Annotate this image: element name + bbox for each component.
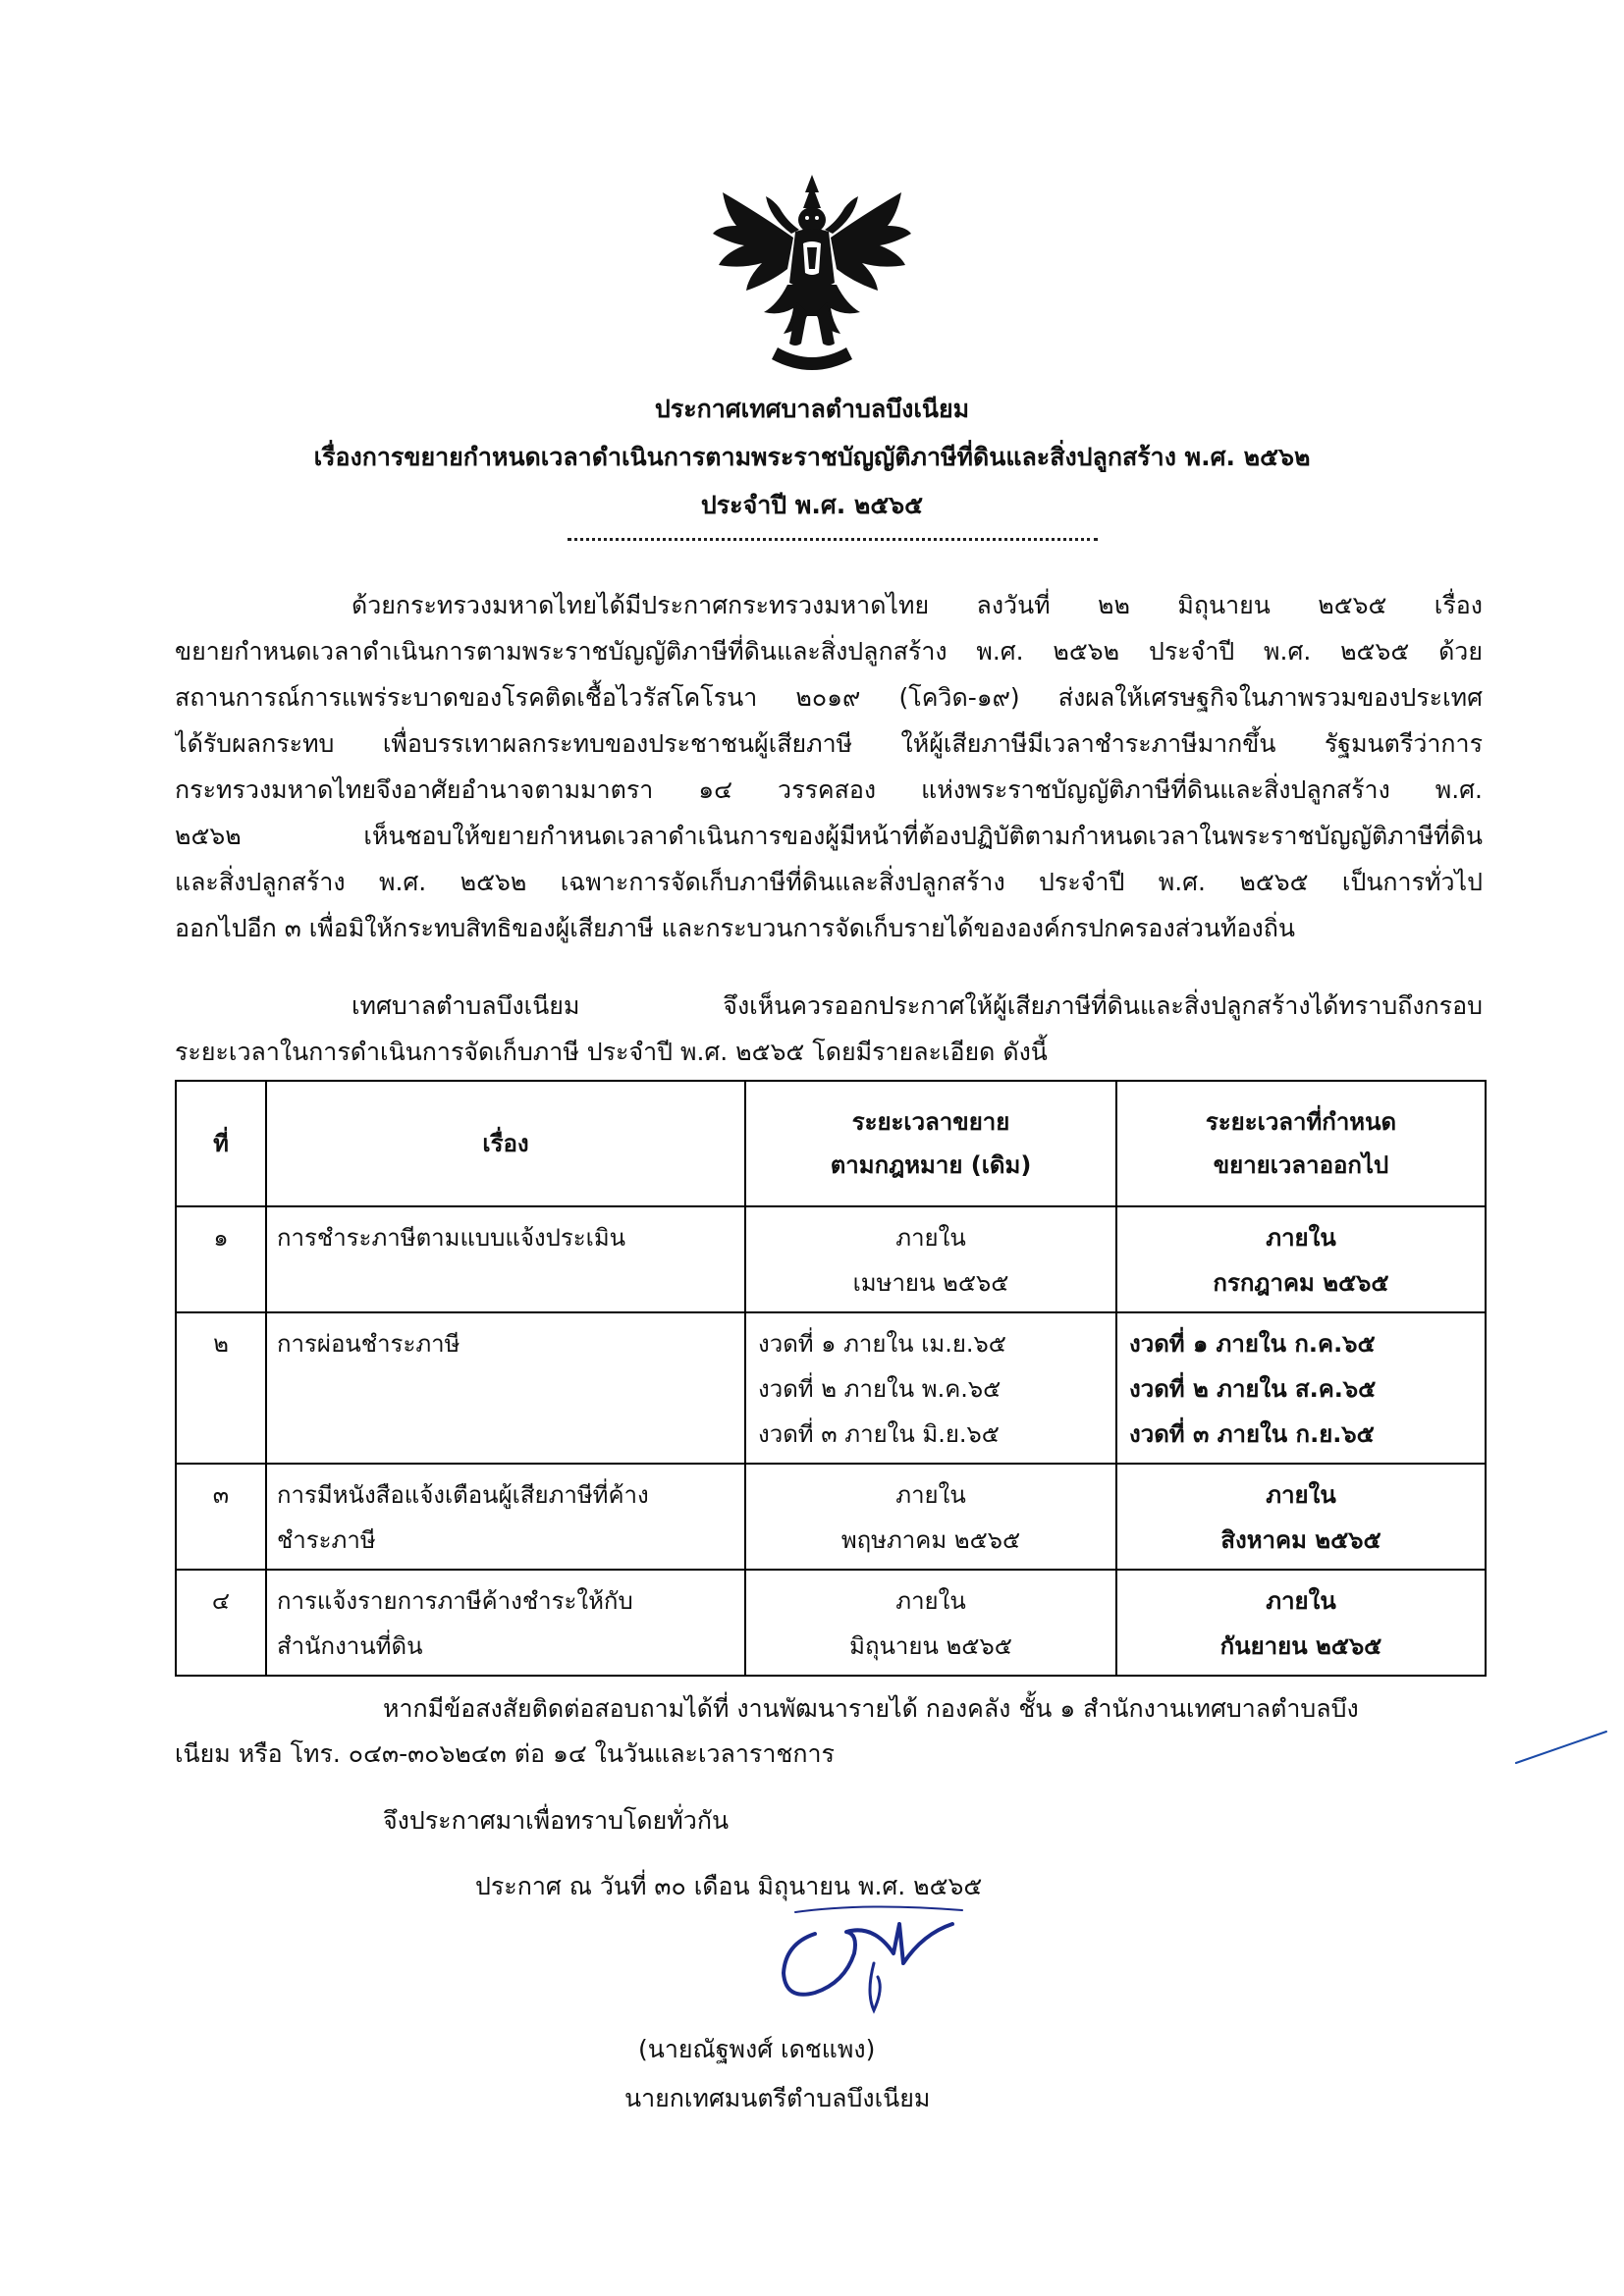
paragraph-line: ได้รับผลกระทบ เพื่อบรรเทาผลกระทบของประชาชนผู้เสียภาษี ให้ผู้เสียภาษีมีเวลาชำระภาษีมากขึ้น รัฐมนตรีว่าการ — [175, 729, 1483, 758]
announce-date: ประกาศ ณ วันที่ ๓๐ เดือน มิถุนายน พ.ศ. ๒๕๖๕ — [475, 1872, 983, 1900]
handwritten-signature — [756, 1895, 982, 2022]
title-line-1: ประกาศเทศบาลตำบลบึงเนียม — [654, 395, 970, 423]
subject-line: การผ่อนชำระภาษี — [277, 1330, 460, 1358]
signer-name: (นายณัฐพงศ์ เดชแพง) — [638, 2035, 876, 2063]
row-old-period — [745, 1312, 1116, 1464]
paragraph-line: ขยายกำหนดเวลาดำเนินการตามพระราชบัญญัติภาษีที่ดินและสิ่งปลูกสร้าง พ.ศ. ๒๕๖๒ ประจำปี พ.ศ. ๒๕๖๕ ด้วย — [175, 637, 1483, 666]
period-line: สิงหาคม ๒๕๖๕ — [1220, 1526, 1381, 1554]
body-paragraph-1 — [175, 582, 1483, 951]
paragraph-line: ๒๕๖๒ เห็นชอบให้ขยายกำหนดเวลาดำเนินการของผู้มีหน้าที่ต้องปฏิบัติตามกำหนดเวลาในพระราชบัญญัติภาษีที่ดิน — [175, 822, 1483, 850]
table-header-row — [176, 1081, 1486, 1206]
table-row — [176, 1312, 1486, 1464]
dotted-divider — [568, 538, 1098, 541]
contact-line-2: เนียม หรือ โทร. ๐๔๓-๓๐๖๒๔๓ ต่อ ๑๔ ในวันและเวลาราชการ — [175, 1739, 835, 1768]
installment-line: งวดที่ ๓ ภายใน มิ.ย.๖๕ — [758, 1420, 1000, 1448]
row-number: ๑ — [176, 1206, 266, 1312]
announcement-title — [118, 385, 1506, 529]
title-line-3: ประจำปี พ.ศ. ๒๕๖๕ — [700, 491, 924, 519]
row-number: ๔ — [176, 1570, 266, 1676]
period-line: ภายใน — [895, 1481, 966, 1509]
row-new-period — [1116, 1312, 1486, 1464]
period-line: ภายใน — [1266, 1224, 1336, 1252]
row-new-period — [1116, 1206, 1486, 1312]
row-new-period — [1116, 1464, 1486, 1570]
row-subject — [266, 1464, 745, 1570]
row-old-period — [745, 1206, 1116, 1312]
installment-line: งวดที่ ๒ ภายใน ส.ค.๖๕ — [1129, 1375, 1377, 1403]
column-header-subject: เรื่อง — [266, 1081, 745, 1206]
header-line: ระยะเวลาที่กำหนด — [1205, 1108, 1397, 1136]
row-old-period — [745, 1464, 1116, 1570]
announce-line: จึงประกาศมาเพื่อทราบโดยทั่วกัน — [383, 1806, 730, 1835]
period-line: ภายใน — [895, 1224, 966, 1252]
row-old-period — [745, 1570, 1116, 1676]
title-line-2: เรื่องการขยายกำหนดเวลาดำเนินการตามพระราชบัญญัติภาษีที่ดินและสิ่งปลูกสร้าง พ.ศ. ๒๕๖๒ — [313, 443, 1311, 471]
period-line: เมษายน ๒๕๖๕ — [852, 1269, 1009, 1297]
header-line: ระยะเวลาขยาย — [851, 1108, 1010, 1136]
row-subject — [266, 1570, 745, 1676]
contact-line-1: หากมีข้อสงสัยติดต่อสอบถามได้ที่ งานพัฒนารายได้ กองคลัง ชั้น ๑ สำนักงานเทศบาลตำบลบึง — [383, 1694, 1359, 1723]
subject-line: สำนักงานที่ดิน — [277, 1632, 423, 1660]
paragraph-line: และสิ่งปลูกสร้าง พ.ศ. ๒๕๖๒ เฉพาะการจัดเก็บภาษีที่ดินและสิ่งปลูกสร้าง ประจำปี พ.ศ. ๒๕๖๕ เป็นการทั่วไป — [175, 868, 1483, 896]
row-subject — [266, 1206, 745, 1312]
row-number: ๓ — [176, 1464, 266, 1570]
period-line: กันยายน ๒๕๖๕ — [1219, 1632, 1382, 1660]
period-line: ภายใน — [1266, 1481, 1336, 1509]
header-line: ขยายเวลาออกไป — [1213, 1151, 1389, 1179]
signer-position: นายกเทศมนตรีตำบลบึงเนียม — [624, 2084, 931, 2112]
period-line: ภายใน — [1266, 1587, 1336, 1615]
table-row — [176, 1206, 1486, 1312]
period-line: ภายใน — [895, 1587, 966, 1615]
paragraph-line: กระทรวงมหาดไทยจึงอาศัยอำนาจตามมาตรา ๑๔ วรรคสอง แห่งพระราชบัญญัติภาษีที่ดินและสิ่งปลูกสร้าง พ.ศ. — [175, 775, 1483, 804]
subject-line: ชำระภาษี — [277, 1526, 376, 1554]
row-number: ๒ — [176, 1312, 266, 1464]
row-subject — [266, 1312, 745, 1464]
paragraph-line: เทศบาลตำบลบึงเนียม จึงเห็นควรออกประกาศให้ผู้เสียภาษีที่ดินและสิ่งปลูกสร้างได้ทราบถึงกรอบ — [352, 991, 1483, 1020]
paragraph-line: ออกไปอีก ๓ เพื่อมิให้กระทบสิทธิของผู้เสียภาษี และกระบวนการจัดเก็บรายได้ขององค์กรปกครองส่วนท้องถิ่น — [175, 914, 1295, 942]
schedule-table — [175, 1080, 1487, 1677]
subject-line: การชำระภาษีตามแบบแจ้งประเมิน — [277, 1224, 626, 1252]
installment-line: งวดที่ ๑ ภายใน ก.ค.๖๕ — [1129, 1330, 1376, 1358]
column-header-no: ที่ — [176, 1081, 266, 1206]
installment-line: งวดที่ ๑ ภายใน เม.ย.๖๕ — [758, 1330, 1006, 1358]
column-header-old-period — [745, 1081, 1116, 1206]
subject-line: การแจ้งรายการภาษีค้างชำระให้กับ — [277, 1587, 633, 1615]
row-new-period — [1116, 1570, 1486, 1676]
paragraph-line: ด้วยกระทรวงมหาดไทยได้มีประกาศกระทรวงมหาดไทย ลงวันที่ ๒๒ มิถุนายน ๒๕๖๕ เรื่อง — [352, 591, 1483, 619]
pen-mark — [1512, 1728, 1610, 1767]
header-line: ตามกฎหมาย (เดิม) — [830, 1151, 1032, 1179]
body-paragraph-2 — [175, 983, 1483, 1075]
installment-line: งวดที่ ๒ ภายใน พ.ค.๖๕ — [758, 1375, 1001, 1403]
table-row — [176, 1570, 1486, 1676]
table-row — [176, 1464, 1486, 1570]
paragraph-line: ระยะเวลาในการดำเนินการจัดเก็บภาษี ประจำปี พ.ศ. ๒๕๖๕ โดยมีรายละเอียด ดังนี้ — [175, 1038, 1048, 1066]
period-line: กรกฎาคม ๒๕๖๕ — [1213, 1269, 1389, 1297]
period-line: มิถุนายน ๒๕๖๕ — [849, 1632, 1012, 1660]
period-line: พฤษภาคม ๒๕๖๕ — [840, 1526, 1021, 1554]
installment-line: งวดที่ ๓ ภายใน ก.ย.๖๕ — [1129, 1420, 1375, 1448]
column-header-new-period — [1116, 1081, 1486, 1206]
subject-line: การมีหนังสือแจ้งเตือนผู้เสียภาษีที่ค้าง — [277, 1481, 649, 1509]
paragraph-line: สถานการณ์การแพร่ระบาดของโรคติดเชื้อไวรัสโคโรนา ๒๐๑๙ (โควิด-๑๙) ส่งผลให้เศรษฐกิจในภาพรวมของประเทศ — [175, 683, 1483, 712]
garuda-emblem-icon — [709, 175, 915, 381]
